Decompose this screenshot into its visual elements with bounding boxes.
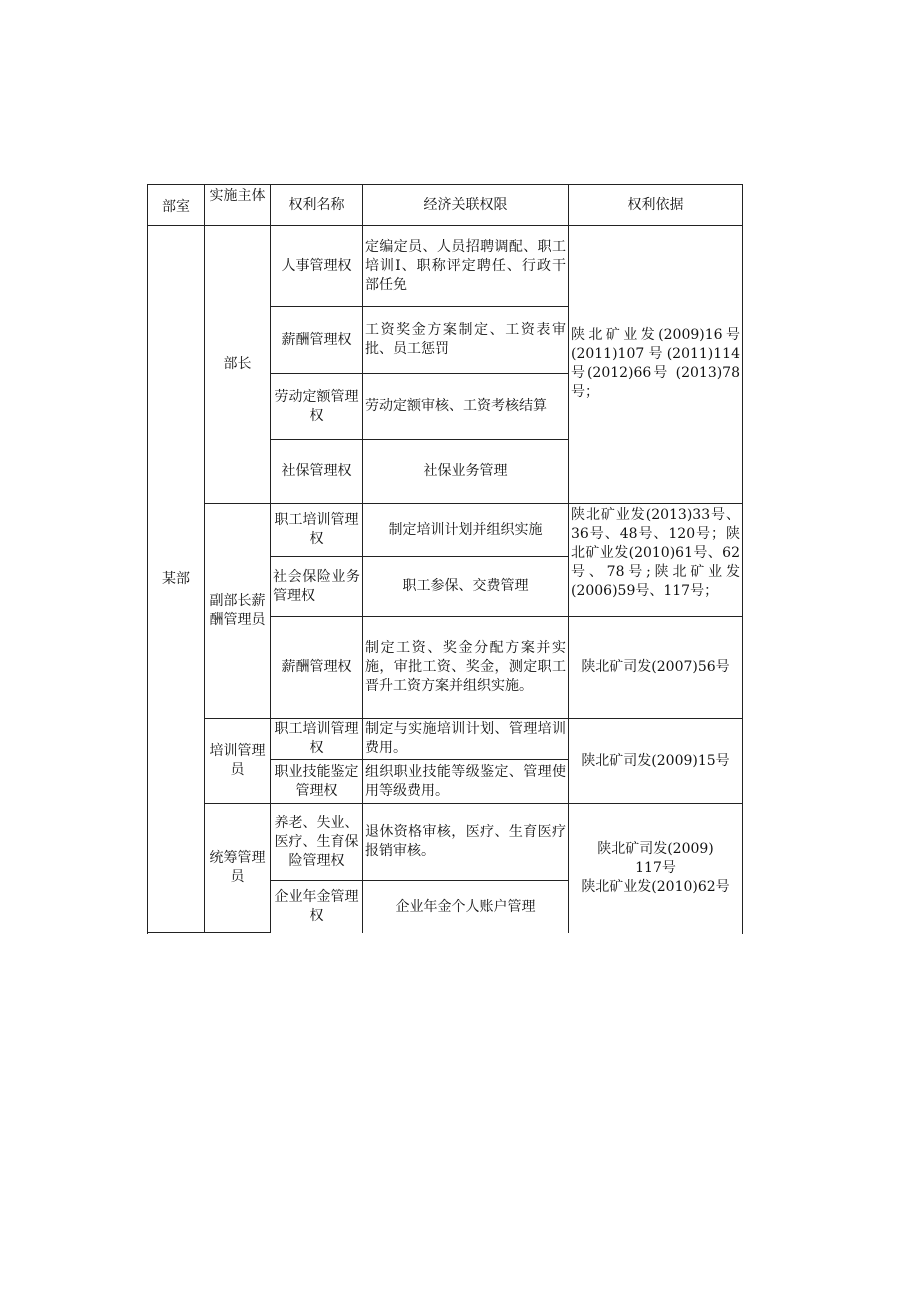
basis-cell: 陕北矿业发(2013)33号、36号、48号、120号；陕北矿业发(2010)61号、62号、78号;陕北矿业发(2006)59号、117号； [571, 507, 740, 599]
right-name-cell: 职业技能鉴定管理权 [274, 763, 359, 799]
header-authority: 经济关联权限 [423, 196, 508, 213]
right-name-cell: 企业年金管理权 [274, 889, 359, 924]
authority-cell: 退休资格审核，医疗、生育医疗报销审核。 [365, 824, 566, 859]
basis-cell: 陕北矿业发(2009)16号(2011)107号(2011)114号(2012)66号 (2013)78号； [571, 326, 740, 400]
subject-cell: 副部长薪酬管理员 [209, 593, 266, 628]
header-right-name: 权利名称 [288, 196, 345, 213]
right-name-cell: 劳动定额管理权 [274, 388, 359, 424]
authority-cell: 劳动定额审核、工资考核结算 [365, 398, 547, 414]
basis-line: 117号 [635, 859, 676, 876]
authority-cell: 社保业务管理 [423, 463, 508, 479]
basis-line: 陕北矿业发(2010)62号 [581, 878, 730, 895]
authority-cell: 制定工资、奖金分配方案并实施，审批工资、奖金，测定职工晋升工资方案并组织实施。 [365, 640, 566, 694]
right-name-cell: 社会保险业务管理权 [273, 568, 360, 604]
authority-cell: 职工参保、交费管理 [402, 578, 529, 594]
right-name-cell: 社保管理权 [281, 463, 352, 479]
subject-cell: 培训管理员 [209, 743, 266, 778]
table-bottom-border [147, 932, 271, 933]
header-basis: 权利依据 [627, 196, 684, 213]
basis-cell: 陕北矿司发(2009)15号 [581, 752, 730, 769]
authority-cell: 制定培训计划并组织实施 [388, 521, 543, 538]
dept-cell: 某部 [162, 570, 190, 587]
subject-cell: 统筹管理员 [209, 850, 266, 885]
right-name-cell: 养老、失业、医疗、生育保险管理权 [274, 814, 359, 869]
basis-cell [569, 804, 742, 932]
header-dept: 部室 [162, 199, 190, 215]
authority-cell: 组织职业技能等级鉴定、管理使用等级费用。 [365, 763, 566, 799]
authority-cell: 制定与实施培训计划、管理培训费用。 [365, 721, 566, 756]
basis-cell: 陕北矿司发(2007)56号 [581, 659, 730, 675]
header-subject: 实施主体 [209, 188, 266, 204]
authority-cell: 定编定员、人员招聘调配、职工培训I、职称评定聘任、行政干部任免 [365, 238, 566, 293]
right-name-cell: 薪酬管理权 [281, 659, 352, 675]
authority-cell: 工资奖金方案制定、工资表审批、员工惩罚 [365, 322, 566, 357]
right-name-cell: 人事管理权 [281, 257, 352, 274]
basis-line: 陕北矿司发(2009) [597, 840, 714, 857]
right-name-cell: 职工培训管理权 [274, 721, 359, 756]
subject-cell: 部长 [223, 356, 252, 372]
right-name-cell: 薪酬管理权 [281, 331, 352, 348]
authority-cell: 企业年金个人账户管理 [395, 898, 536, 915]
right-name-cell: 职工培训管理权 [274, 512, 359, 547]
